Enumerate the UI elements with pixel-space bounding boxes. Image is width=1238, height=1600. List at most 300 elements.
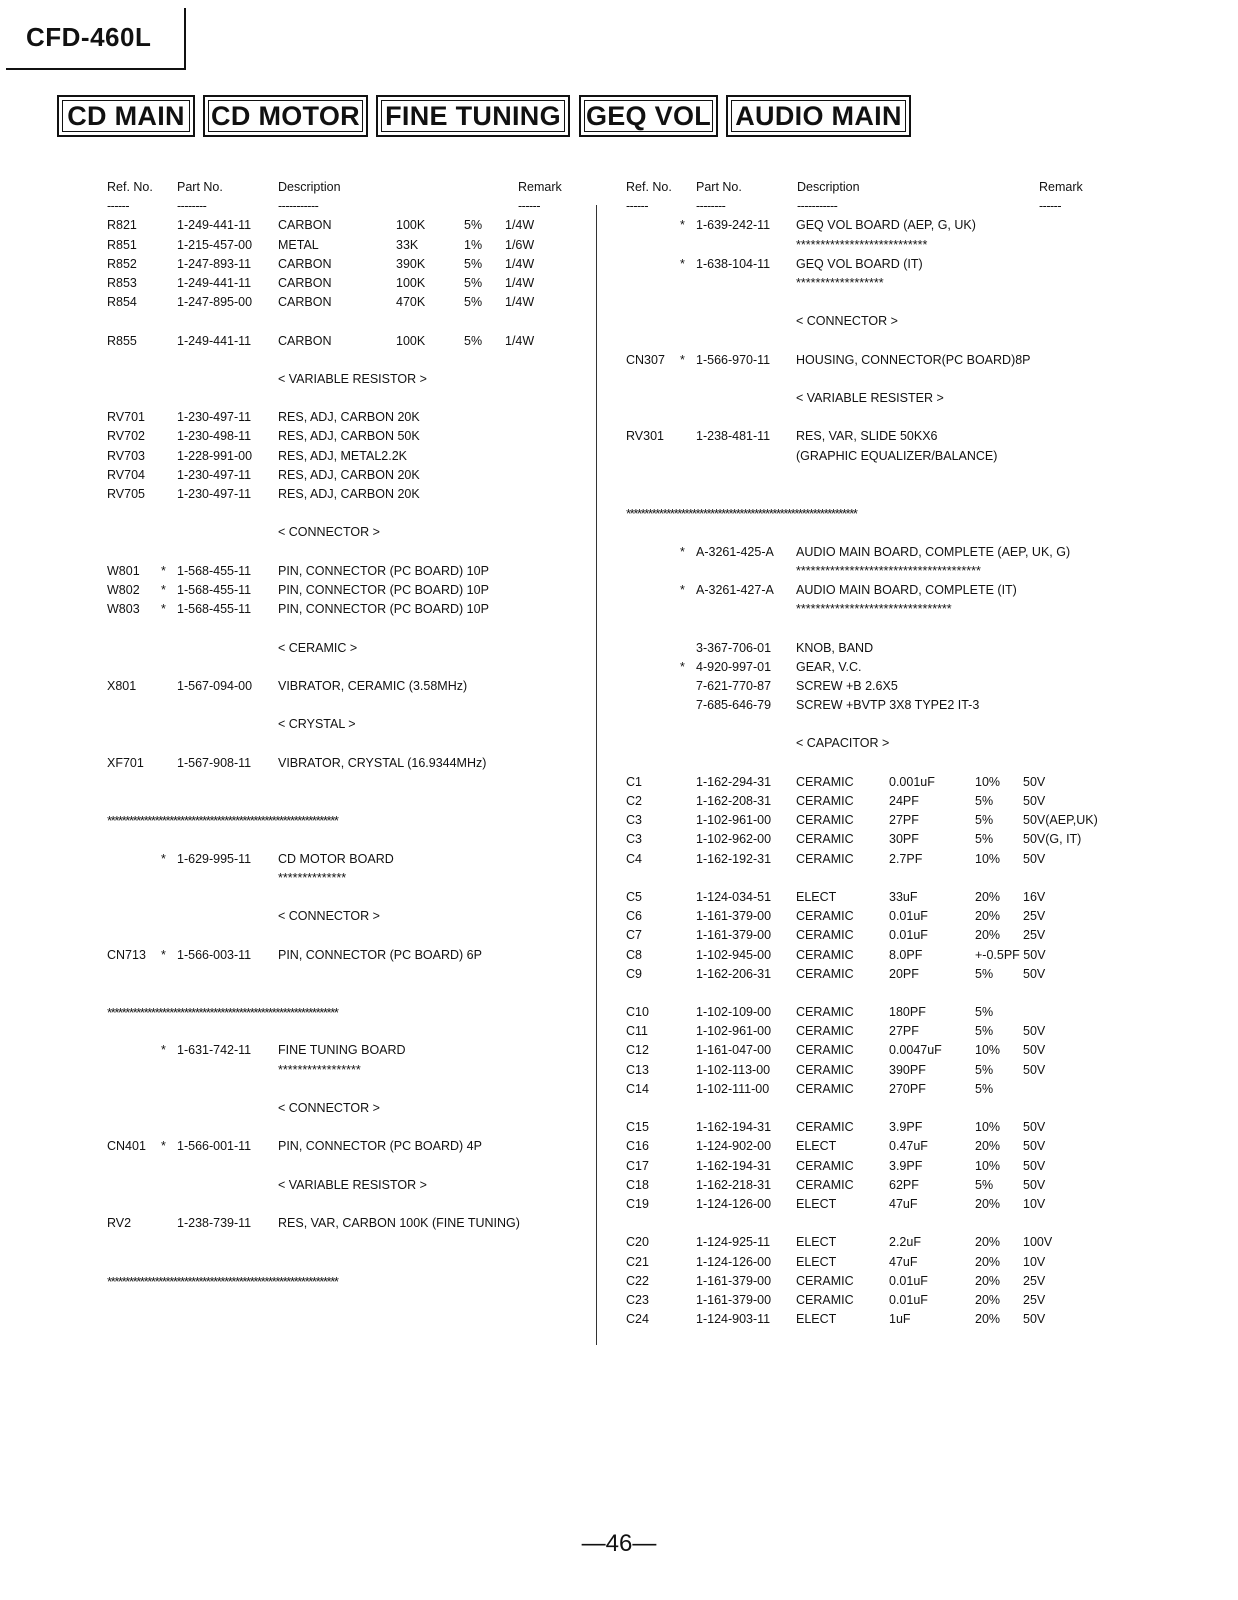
- ref-no: W802: [107, 582, 140, 597]
- part-row: [626, 1157, 1126, 1176]
- description: CERAMIC: [796, 1043, 854, 1058]
- description: < CRYSTAL >: [278, 717, 356, 732]
- ref-no: XF701: [107, 755, 144, 770]
- part-no: 1-215-457-00: [177, 237, 253, 252]
- part-row: [626, 830, 1126, 849]
- description: < CERAMIC >: [278, 640, 358, 655]
- blank-row: [107, 965, 587, 984]
- remark-dash: ------: [1039, 199, 1061, 214]
- description: ELECT: [796, 1196, 837, 1211]
- part-row: [107, 1061, 587, 1080]
- blank-row: [626, 408, 1126, 427]
- tolerance: 5%: [975, 1081, 994, 1096]
- ref-no: R851: [107, 237, 137, 252]
- part-row: [107, 427, 587, 446]
- tolerance: 20%: [975, 889, 1001, 904]
- part-no: 1-566-003-11: [177, 947, 252, 962]
- rating: 25V: [1023, 1273, 1046, 1288]
- part-row: [107, 581, 587, 600]
- rating: 100V: [1023, 1235, 1053, 1250]
- tolerance: 5%: [975, 832, 994, 847]
- part-no: 1-102-113-00: [696, 1062, 771, 1077]
- stars-separator: ***************************************************************: [626, 506, 857, 522]
- ref-no: RV701: [107, 410, 145, 425]
- part-row: [626, 1080, 1126, 1099]
- ref-dash: ------: [107, 199, 129, 214]
- part-row: [626, 1310, 1126, 1329]
- description: CERAMIC: [796, 1292, 854, 1307]
- column-divider: [596, 205, 597, 1345]
- ref-dash: ------: [626, 199, 648, 214]
- description: < VARIABLE RESISTOR >: [278, 1177, 427, 1192]
- part-row: [107, 370, 587, 389]
- part-no: 1-124-126-00: [696, 1254, 772, 1269]
- part-no: 1-249-441-11: [177, 275, 252, 290]
- part-no: 1-161-379-00: [696, 909, 772, 924]
- description: CERAMIC: [796, 1005, 854, 1020]
- value: 0.001uF: [889, 774, 935, 789]
- blank-row: [107, 926, 587, 945]
- ref-no: R854: [107, 295, 137, 310]
- blank-row: [107, 351, 587, 370]
- asterisk-mark: *: [680, 352, 685, 367]
- part-row: [626, 236, 1126, 255]
- blank-row: [626, 332, 1126, 351]
- description: CARBON: [278, 218, 332, 233]
- tolerance: 5%: [464, 256, 483, 271]
- value: 33K: [396, 237, 419, 252]
- description: CERAMIC: [796, 1062, 854, 1077]
- part-row: [626, 1003, 1126, 1022]
- remark-dash: ------: [518, 199, 540, 214]
- description: ELECT: [796, 1254, 837, 1269]
- part-row: [626, 255, 1126, 274]
- value: 0.47uF: [889, 1139, 928, 1154]
- description: RES, ADJ, CARBON 20K: [278, 487, 420, 501]
- blank-row: [107, 1253, 587, 1272]
- value: 0.01uF: [889, 909, 928, 924]
- part-row: [626, 850, 1126, 869]
- rating: 50V: [1023, 1312, 1046, 1327]
- ref-no: C2: [626, 794, 642, 808]
- tolerance: 5%: [975, 794, 994, 808]
- tab-label: FINE TUNING: [381, 100, 565, 132]
- value: 0.01uF: [889, 1273, 928, 1288]
- rating: 1/6W: [505, 237, 535, 252]
- part-no: 1-102-109-00: [696, 1005, 772, 1020]
- description: (GRAPHIC EQUALIZER/BALANCE): [796, 448, 998, 463]
- tolerance: 5%: [975, 813, 994, 828]
- rating: 10V: [1023, 1196, 1046, 1211]
- description: CERAMIC: [796, 1158, 854, 1173]
- tab-cd-main: [57, 95, 195, 137]
- ref-no: RV703: [107, 448, 145, 463]
- ref-no: C6: [626, 909, 642, 924]
- rating: 50V(G, IT): [1023, 832, 1082, 847]
- rating: 50V(AEP,UK): [1023, 813, 1098, 828]
- right-parts-list: [626, 178, 1126, 1329]
- value: 1uF: [889, 1312, 911, 1327]
- part-no: 1-162-218-31: [696, 1177, 772, 1192]
- asterisk-mark: *: [680, 218, 685, 233]
- blank-row: [626, 869, 1126, 888]
- part-row: [107, 869, 587, 888]
- part-no: 1-230-497-11: [177, 487, 252, 501]
- value: 470K: [396, 295, 426, 310]
- part-no: 1-124-903-11: [696, 1312, 771, 1327]
- value: 24PF: [889, 794, 919, 808]
- rating: 50V: [1023, 1120, 1046, 1135]
- description: GEAR, V.C.: [796, 659, 862, 674]
- part-row: [107, 408, 587, 427]
- part-no: 1-230-497-11: [177, 410, 252, 425]
- part-no: 1-566-970-11: [696, 352, 771, 367]
- part-row: [626, 447, 1126, 466]
- tolerance: 5%: [975, 1024, 994, 1039]
- part-no: 1-247-893-11: [177, 256, 252, 271]
- part-row: [626, 1195, 1126, 1214]
- column-header-row: [626, 178, 1126, 197]
- asterisk-mark: *: [161, 1139, 166, 1154]
- description: GEQ VOL BOARD (AEP, G, UK): [796, 218, 976, 233]
- tolerance: 5%: [464, 275, 483, 290]
- tolerance: 20%: [975, 1235, 1001, 1250]
- part-row: [107, 1099, 587, 1118]
- description: CERAMIC: [796, 832, 854, 847]
- blank-row: [107, 888, 587, 907]
- ref-header: Ref. No.: [626, 180, 672, 194]
- part-row: [107, 754, 587, 773]
- rating: 1/4W: [505, 295, 535, 310]
- value: 0.01uF: [889, 1292, 928, 1307]
- part-dash: --------: [696, 199, 726, 214]
- part-no: 1-162-194-31: [696, 1120, 772, 1135]
- blank-row: [107, 389, 587, 408]
- description: VIBRATOR, CERAMIC (3.58MHz): [278, 678, 468, 693]
- blank-row: [107, 792, 587, 811]
- description: < CONNECTOR >: [796, 314, 898, 329]
- part-no: 1-631-742-11: [177, 1043, 252, 1058]
- model-title: CFD-460L: [26, 22, 152, 52]
- tolerance: 5%: [975, 966, 994, 981]
- rating: 25V: [1023, 909, 1046, 924]
- description: ********************************: [796, 602, 952, 617]
- ref-no: C9: [626, 966, 642, 981]
- part-row: [107, 216, 587, 235]
- column-header-underline: [107, 197, 587, 216]
- column-header-underline: [626, 197, 1126, 216]
- part-no: 1-568-455-11: [177, 582, 252, 597]
- blank-row: [107, 1233, 587, 1252]
- description: CERAMIC: [796, 947, 854, 962]
- tolerance: 5%: [464, 295, 483, 310]
- description: RES, ADJ, CARBON 20K: [278, 410, 420, 425]
- part-row: [626, 773, 1126, 792]
- part-row: [107, 715, 587, 734]
- value: 0.01uF: [889, 928, 928, 943]
- description: CERAMIC: [796, 813, 854, 828]
- part-no: 7-621-770-87: [696, 678, 772, 693]
- value: 27PF: [889, 813, 919, 828]
- page-number: —46—: [581, 1530, 657, 1557]
- asterisk-mark: *: [161, 582, 166, 597]
- ref-no: C23: [626, 1292, 649, 1307]
- blank-row: [626, 715, 1126, 734]
- description: CARBON: [278, 275, 332, 290]
- tolerance: 5%: [464, 333, 483, 348]
- part-row: [626, 600, 1126, 619]
- description: < CONNECTOR >: [278, 525, 380, 540]
- part-no: 1-249-441-11: [177, 333, 252, 348]
- part-row: [107, 600, 587, 619]
- description: < CONNECTOR >: [278, 1101, 380, 1115]
- rating: 50V: [1023, 1139, 1046, 1154]
- part-row: [626, 888, 1126, 907]
- value: 33uF: [889, 889, 918, 904]
- remark-header: Remark: [1039, 180, 1083, 194]
- asterisk-mark: *: [680, 256, 685, 271]
- part-row: [626, 1118, 1126, 1137]
- rating: 50V: [1023, 1158, 1046, 1173]
- separator-stars-row: [107, 811, 587, 830]
- ref-no: C13: [626, 1062, 649, 1077]
- description: GEQ VOL BOARD (IT): [796, 256, 923, 271]
- part-no: A-3261-427-A: [696, 582, 774, 597]
- description: AUDIO MAIN BOARD, COMPLETE (IT): [796, 582, 1017, 597]
- description: RES, ADJ, CARBON 20K: [278, 467, 420, 482]
- asterisk-mark: *: [161, 563, 166, 578]
- part-no: 1-566-001-11: [177, 1139, 252, 1154]
- value: 8.0PF: [889, 947, 923, 962]
- part-no: 1-161-047-00: [696, 1043, 772, 1058]
- tolerance: 20%: [975, 1312, 1001, 1327]
- value: 100K: [396, 218, 426, 233]
- ref-no: R853: [107, 275, 137, 290]
- part-no: 1-638-104-11: [696, 256, 771, 271]
- asterisk-mark: *: [680, 582, 685, 597]
- part-row: [626, 926, 1126, 945]
- part-row: [626, 1041, 1126, 1060]
- part-row: [626, 792, 1126, 811]
- part-no: 1-238-739-11: [177, 1216, 252, 1231]
- part-row: [626, 274, 1126, 293]
- ref-no: C5: [626, 889, 642, 904]
- part-no: 1-162-208-31: [696, 794, 772, 808]
- part-no: 1-639-242-11: [696, 218, 771, 233]
- part-row: [626, 1061, 1126, 1080]
- tolerance: +-0.5PF 50V: [975, 947, 1046, 962]
- blank-row: [107, 543, 587, 562]
- description: CERAMIC: [796, 1120, 854, 1135]
- description: CERAMIC: [796, 774, 854, 789]
- description: PIN, CONNECTOR (PC BOARD) 6P: [278, 947, 482, 962]
- ref-header: Ref. No.: [107, 180, 153, 194]
- separator-stars-row: [107, 1003, 587, 1022]
- blank-row: [107, 1118, 587, 1137]
- tolerance: 10%: [975, 851, 1001, 866]
- rating: 1/4W: [505, 275, 535, 290]
- remark-header: Remark: [518, 180, 562, 194]
- value: 390PF: [889, 1062, 926, 1077]
- tab-audio-main: [726, 95, 911, 137]
- tolerance: 10%: [975, 774, 1001, 789]
- ref-no: C4: [626, 851, 642, 866]
- description: CARBON: [278, 256, 332, 271]
- part-no: 1-629-995-11: [177, 851, 252, 866]
- part-no: 7-685-646-79: [696, 698, 772, 713]
- part-row: [107, 677, 587, 696]
- part-header: Part No.: [177, 180, 223, 194]
- asterisk-mark: *: [161, 947, 166, 962]
- description: AUDIO MAIN BOARD, COMPLETE (AEP, UK, G): [796, 544, 1071, 559]
- description: *****************: [278, 1062, 361, 1077]
- ref-no: RV702: [107, 429, 145, 444]
- part-row: [626, 907, 1126, 926]
- value: 3.9PF: [889, 1158, 923, 1173]
- blank-row: [107, 1195, 587, 1214]
- part-no: 1-102-961-00: [696, 813, 772, 828]
- ref-no: C10: [626, 1005, 649, 1020]
- description: CD MOTOR BOARD: [278, 851, 394, 866]
- description: SCREW +BVTP 3X8 TYPE2 IT-3: [796, 698, 980, 713]
- part-no: 4-920-997-01: [696, 659, 772, 674]
- part-row: [107, 639, 587, 658]
- part-row: [107, 523, 587, 542]
- ref-no: X801: [107, 678, 137, 693]
- rating: 1/4W: [505, 333, 535, 348]
- desc-header: Description: [278, 180, 341, 194]
- description: ******************: [796, 275, 884, 290]
- part-no: 1-124-126-00: [696, 1196, 772, 1211]
- blank-row: [626, 754, 1126, 773]
- ref-no: C14: [626, 1081, 649, 1096]
- part-row: [107, 447, 587, 466]
- blank-row: [107, 1022, 587, 1041]
- blank-row: [107, 312, 587, 331]
- tolerance: 20%: [975, 1292, 1001, 1307]
- value: 27PF: [889, 1024, 919, 1039]
- ref-no: C17: [626, 1158, 649, 1173]
- rating: 25V: [1023, 1292, 1046, 1307]
- tab-label: GEQ VOL: [585, 100, 712, 131]
- description: KNOB, BAND: [796, 640, 874, 655]
- description: CERAMIC: [796, 928, 854, 943]
- blank-row: [626, 293, 1126, 312]
- part-no: 1-567-094-00: [177, 678, 253, 693]
- description: PIN, CONNECTOR (PC BOARD) 4P: [278, 1139, 482, 1154]
- part-header: Part No.: [696, 180, 742, 194]
- description: CERAMIC: [796, 1273, 854, 1288]
- part-row: [107, 293, 587, 312]
- part-no: 1-162-194-31: [696, 1158, 772, 1173]
- part-row: [107, 332, 587, 351]
- ref-no: C1: [626, 774, 642, 789]
- ref-no: RV2: [107, 1216, 132, 1231]
- blank-row: [107, 658, 587, 677]
- ref-no: C20: [626, 1235, 649, 1250]
- description: CERAMIC: [796, 1024, 854, 1039]
- description: RES, ADJ, METAL2.2K: [278, 448, 407, 463]
- part-row: [626, 216, 1126, 235]
- tolerance: 20%: [975, 928, 1001, 943]
- ref-no: C24: [626, 1312, 649, 1327]
- value: 270PF: [889, 1081, 926, 1096]
- ref-no: R852: [107, 256, 137, 271]
- part-row: [107, 236, 587, 255]
- part-no: 1-102-945-00: [696, 947, 772, 962]
- ref-no: C16: [626, 1139, 649, 1154]
- description: < VARIABLE RESISTER >: [796, 391, 944, 406]
- column-header-row: [107, 178, 587, 197]
- part-row: [626, 658, 1126, 677]
- description: < CAPACITOR >: [796, 736, 890, 751]
- rating: 10V: [1023, 1254, 1046, 1269]
- part-no: 1-162-294-31: [696, 774, 772, 789]
- part-no: 1-230-497-11: [177, 467, 252, 482]
- ref-no: C11: [626, 1024, 649, 1039]
- rating: 1/4W: [505, 218, 535, 233]
- ref-no: R855: [107, 333, 137, 348]
- part-no: 1-102-961-00: [696, 1024, 772, 1039]
- tab-label: AUDIO MAIN: [731, 100, 906, 132]
- description: HOUSING, CONNECTOR(PC BOARD)8P: [796, 352, 1031, 367]
- tab-fine-tuning: [376, 95, 570, 137]
- tolerance: 1%: [464, 237, 483, 252]
- ref-no: C12: [626, 1043, 649, 1058]
- part-dash: --------: [177, 199, 207, 214]
- part-row: [626, 427, 1126, 446]
- rating: 50V: [1023, 851, 1046, 866]
- rating: 25V: [1023, 928, 1046, 943]
- description: CERAMIC: [796, 909, 854, 924]
- value: 2.2uF: [889, 1235, 921, 1250]
- rating: 50V: [1023, 774, 1046, 789]
- blank-row: [626, 984, 1126, 1003]
- blank-row: [626, 1099, 1126, 1118]
- tolerance: 5%: [975, 1177, 994, 1192]
- part-row: [626, 1137, 1126, 1156]
- value: 62PF: [889, 1177, 919, 1192]
- tolerance: 5%: [464, 218, 483, 233]
- ref-no: RV704: [107, 467, 145, 482]
- part-no: 3-367-706-01: [696, 640, 772, 655]
- part-row: [107, 1214, 587, 1233]
- ref-no: W801: [107, 563, 140, 578]
- value: 47uF: [889, 1254, 918, 1269]
- description: RES, ADJ, CARBON 50K: [278, 429, 420, 444]
- part-no: 1-568-455-11: [177, 563, 252, 578]
- ref-no: CN401: [107, 1139, 146, 1154]
- stars-separator: ***************************************************************: [107, 813, 338, 829]
- asterisk-mark: *: [161, 851, 166, 866]
- part-row: [626, 389, 1126, 408]
- description: ELECT: [796, 1235, 837, 1250]
- desc-header: Description: [797, 180, 860, 194]
- part-no: 1-230-498-11: [177, 429, 252, 444]
- ref-no: W803: [107, 602, 140, 617]
- description: **************************************: [796, 563, 981, 578]
- blank-row: [107, 504, 587, 523]
- blank-row: [107, 619, 587, 638]
- blank-row: [626, 466, 1126, 485]
- part-no: 1-568-455-11: [177, 602, 252, 617]
- description: CERAMIC: [796, 966, 854, 981]
- part-row: [626, 946, 1126, 965]
- separator-stars-row: [626, 504, 1126, 523]
- description: CARBON: [278, 295, 332, 310]
- description: ELECT: [796, 1312, 837, 1327]
- desc-dash: -----------: [797, 199, 838, 214]
